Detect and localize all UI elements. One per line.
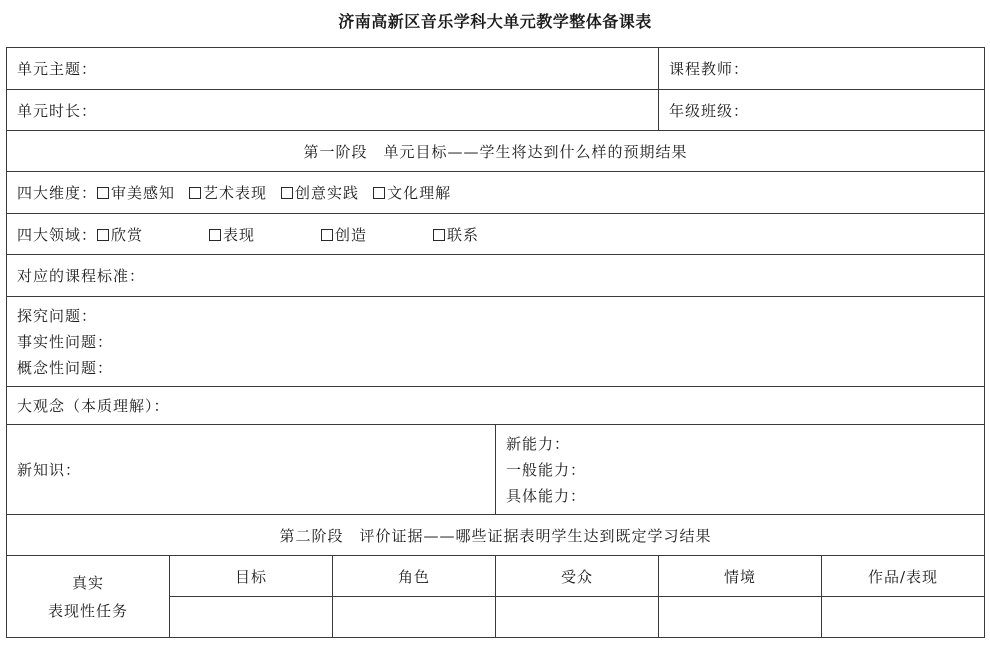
checkbox-icon[interactable] [321,229,333,241]
row-unit-duration [7,90,985,131]
row-knowledge-abilities [7,425,985,515]
course-teacher-field[interactable]: 课程教师： [659,48,985,90]
column-role: 角色 [333,556,496,597]
new-knowledge-field[interactable]: 新知识： [7,425,496,515]
row-stage2-header [7,515,985,556]
audience-cell[interactable] [496,597,659,638]
column-situation: 情境 [659,556,822,597]
row-four-domains [7,214,985,255]
checkbox-icon[interactable] [433,229,445,241]
dimension-option-cultural-understanding[interactable]: 文化理解 [373,182,451,203]
four-domains-label: 四大领域： [17,225,98,244]
column-product-performance: 作品/表现 [822,556,985,597]
conceptual-question-label: 概念性问题： [17,358,114,377]
dimension-option-art-expression[interactable]: 艺术表现 [189,182,267,203]
performance-task-label: 真实 表现性任务 [7,556,170,638]
row-task-columns [7,556,985,597]
page-title: 济南高新区音乐学科大单元教学整体备课表 [338,12,652,31]
unit-duration-field[interactable]: 单元时长： [7,90,659,131]
row-unit-theme [7,48,985,90]
checkbox-icon[interactable] [281,187,293,199]
four-domains-field [7,214,985,255]
checkbox-icon[interactable] [209,229,221,241]
row-curriculum-standard [7,255,985,297]
column-goal: 目标 [170,556,333,597]
domain-option-connection[interactable]: 联系 [433,224,545,245]
dimension-option-creative-practice[interactable]: 创意实践 [281,182,359,203]
situation-cell[interactable] [659,597,822,638]
goal-cell[interactable] [170,597,333,638]
checkbox-icon[interactable] [97,229,109,241]
stage1-header: 第一阶段 单元目标——学生将达到什么样的预期结果 [7,131,985,172]
general-ability-label: 一般能力： [506,460,587,479]
big-idea-field[interactable]: 大观念（本质理解）： [7,387,985,425]
inquiry-question-label: 探究问题： [17,306,98,325]
product-performance-cell[interactable] [822,597,985,638]
row-four-dimensions [7,172,985,214]
lesson-plan-table [6,47,985,638]
row-stage1-header [7,131,985,172]
stage2-header: 第二阶段 评价证据——哪些证据表明学生达到既定学习结果 [7,515,985,556]
four-dimensions-field [7,172,985,214]
four-dimensions-label: 四大维度： [17,184,98,202]
questions-field[interactable] [7,297,985,387]
domain-option-appreciation[interactable]: 欣赏 [97,224,209,245]
checkbox-icon[interactable] [189,187,201,199]
unit-theme-field[interactable]: 单元主题： [7,48,659,90]
curriculum-standard-field[interactable]: 对应的课程标准： [7,255,985,297]
domain-option-expression[interactable]: 表现 [209,224,321,245]
role-cell[interactable] [333,597,496,638]
abilities-field[interactable] [496,425,985,515]
checkbox-icon[interactable] [373,187,385,199]
row-big-idea [7,387,985,425]
checkbox-icon[interactable] [97,187,109,199]
row-questions [7,297,985,387]
specific-ability-label: 具体能力： [506,486,587,505]
domain-option-creation[interactable]: 创造 [321,224,433,245]
factual-question-label: 事实性问题： [17,332,114,351]
new-ability-label: 新能力： [506,434,571,453]
dimension-option-aesthetic[interactable]: 审美感知 [97,182,175,203]
grade-class-field[interactable]: 年级班级： [659,90,985,131]
column-audience: 受众 [496,556,659,597]
